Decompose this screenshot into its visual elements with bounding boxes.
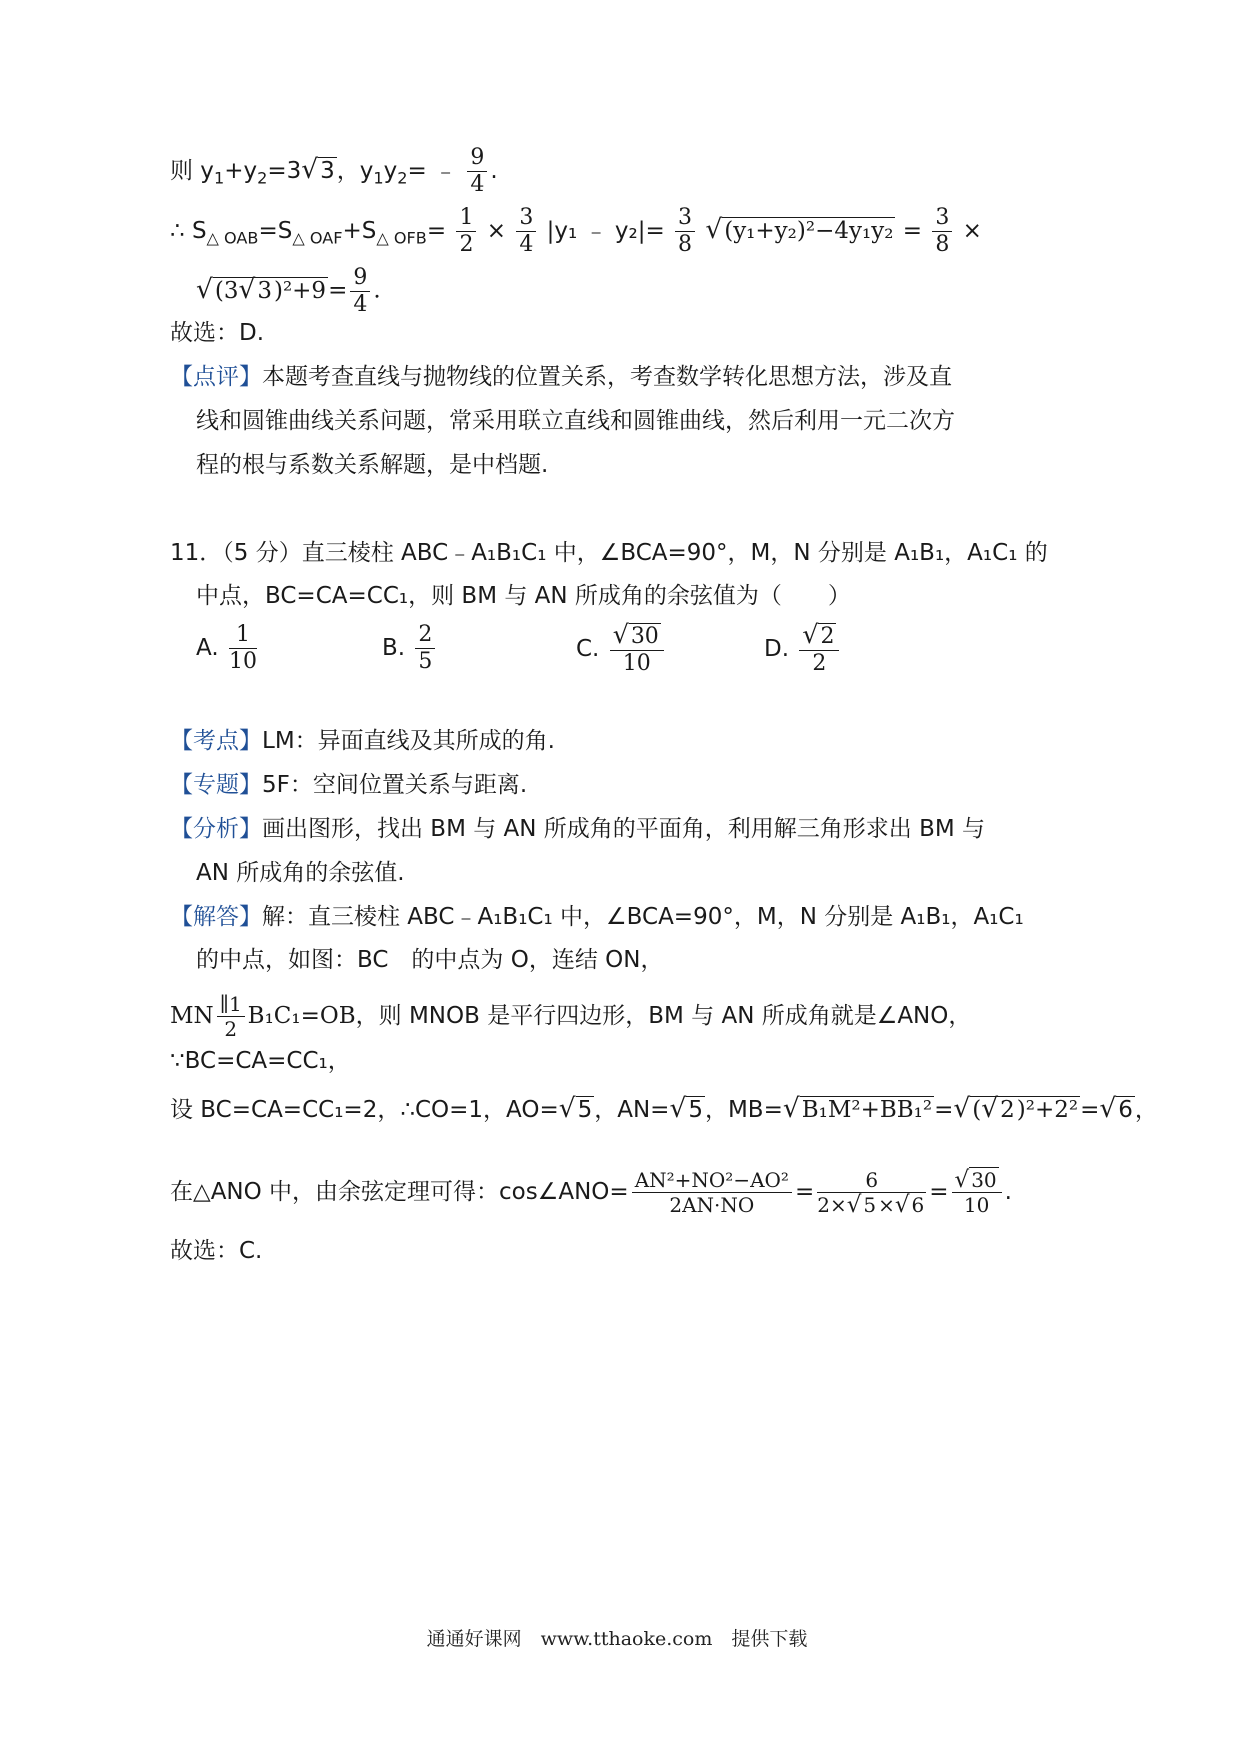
line-area-result [196,265,381,318]
question-11-line-2: 中点，BC=CA=CC₁，则 BM 与 AN 所成角的余弦值为（ ） [196,583,851,609]
sqrt: √B₁M²+BB₁² [782,1093,933,1124]
fraction: $\frac{2}{5}$ [415,622,435,675]
set-values-line [170,1094,1158,1125]
text: = [934,1097,954,1123]
text: 5F：空间位置关系与距离. [262,772,528,798]
fraction: $\frac{3}{8}$ [932,205,952,258]
fraction: $\frac{√30}{10}$ [610,622,664,677]
answer-line-1 [170,902,1024,932]
parallelogram-line [170,992,971,1041]
line-area-formula: ∴ $S_{\triangle OAB}=S_{\triangle OAF}+S_{\triangle OFB}=$ $\frac{1}{2}$ × $\frac{3}{4}$ |y₁ ﹣ y₂|= $\frac{3}{8}$ √(y₁+y₂)²−4y₁y₂ = $\frac{3}{8}$ × [170,205,982,257]
sqrt: √3 [301,154,335,185]
text: = ﹣ [407,158,458,184]
footer-text: 通通好课网 www.tthaoke.com 提供下载 [426,1628,808,1650]
text: 在△ANO 中，由余弦定理可得：cos∠ANO= [170,1179,629,1205]
text: +S [342,218,377,244]
text: ，y [336,158,374,184]
tag: 【解答】 [170,904,262,930]
option-label: C. [576,636,600,662]
text: |y₁ ﹣ y₂|= [546,218,665,244]
text: 画出图形，找出 BM 与 AN 所成角的平面角，利用解三角形求出 BM 与 [262,816,986,842]
text: =3 [267,158,302,184]
tag: 【专题】 [170,772,262,798]
text: ， [1134,1097,1158,1123]
comment-line-1 [170,362,952,392]
comment-line-2: 线和圆锥曲线关系问题，常采用联立直线和圆锥曲线，然后利用一元二次方 [196,408,955,434]
text: . [490,158,498,184]
fraction: $\frac{3}{8}$ [675,205,695,258]
fraction: $\frac{\text{AN²+NO²−AO²}}{2AN\cdot NO}$ [632,1168,792,1217]
sqrt: √(3√3)²+9 [196,273,327,305]
text: MN [170,1003,214,1029]
option-c[interactable] [576,622,667,677]
text: B₁C₁=OB [247,1003,356,1029]
text: =S [258,218,293,244]
line-y-sum-product: 则 $y_1+y_2=3√3$，$y_1y_2=$ ﹣ $\frac{9}{4}$ . [170,145,498,197]
text: 则 y [170,158,214,184]
answer-choice-d: 故选：D. [170,320,265,346]
text: = [902,218,923,244]
text: = [426,218,447,244]
comment-tag: 【点评】 [170,364,262,390]
tag: 【考点】 [170,728,262,754]
text: LM：异面直线及其所成的角. [262,728,555,754]
text: ，则 MNOB 是平行四边形，BM 与 AN 所成角就是∠ANO， [355,1003,972,1029]
option-label: A. [196,635,219,661]
text: = [328,277,348,304]
topic [170,770,527,800]
option-d[interactable] [764,622,842,677]
analysis-line-2: AN 所成角的余弦值. [196,860,405,886]
option-b[interactable] [382,622,438,675]
text: . [1004,1179,1012,1205]
text: 设 BC=CA=CC₁=2，∴CO=1，AO= [170,1097,559,1123]
text: = [929,1179,949,1205]
sqrt: √5 [669,1093,703,1124]
text: = [1080,1097,1100,1123]
fraction: $\frac{9}{4}$ [467,145,487,198]
option-label: D. [764,636,790,662]
fraction: $\frac{√2}{2}$ [799,622,839,677]
sqrt: √(y₁+y₂)²−4y₁y₂ [705,214,894,245]
text: ，MB= [704,1097,783,1123]
text: ∴ S [170,218,207,244]
because-line: ∵BC=CA=CC₁， [170,1048,351,1074]
text: ，AN= [594,1097,670,1123]
cosine-line [170,1168,1012,1217]
analysis-line-1 [170,814,985,844]
answer-line-2: 的中点，如图：BC 的中点为 O，连结 ON， [196,947,664,973]
fraction: $\frac{√ 30}{10}$ [952,1168,1002,1217]
fraction: $\frac{9}{4}$ [350,265,370,318]
option-label: B. [382,635,406,661]
text: y [383,158,398,184]
text: . [373,277,381,304]
sqrt: √5 [558,1093,593,1124]
option-a[interactable] [196,622,260,675]
options-row [196,622,896,678]
text: +y [224,158,258,184]
fraction: $\frac{3}{4}$ [516,205,536,258]
text: 解：直三棱柱 ABC﹣A₁B₁C₁ 中，∠BCA=90°，M，N 分别是 A₁B₁，A₁C₁ [262,904,1024,930]
fraction: $\frac{\parallel 1}{2}$ [217,992,245,1041]
text: = [794,1179,815,1205]
fraction: $\frac{1}{10}$ [228,622,257,674]
fraction: $\frac{1}{2}$ [456,205,476,258]
text: 本题考查直线与抛物线的位置关系，考查数学转化思想方法，涉及直 [262,364,952,390]
question-11-line-1: 11．（5 分）直三棱柱 ABC﹣A₁B₁C₁ 中，∠BCA=90°，M，N 分别是 A₁B₁，A₁C₁ 的 [170,540,1048,566]
sqrt: √6 [1099,1093,1133,1124]
fraction: $\frac{6}{2\times√ 5 \times√ 6}$ [817,1168,925,1218]
comment-line-3: 程的根与系数关系解题，是中档题. [196,452,549,478]
knowledge-point [170,726,555,756]
times-sign: × [486,218,507,244]
sqrt: √(√2)²+2² [953,1093,1079,1124]
tag: 【分析】 [170,816,262,842]
times-sign: × [962,218,982,244]
answer-choice-c: 故选：C. [170,1238,263,1264]
